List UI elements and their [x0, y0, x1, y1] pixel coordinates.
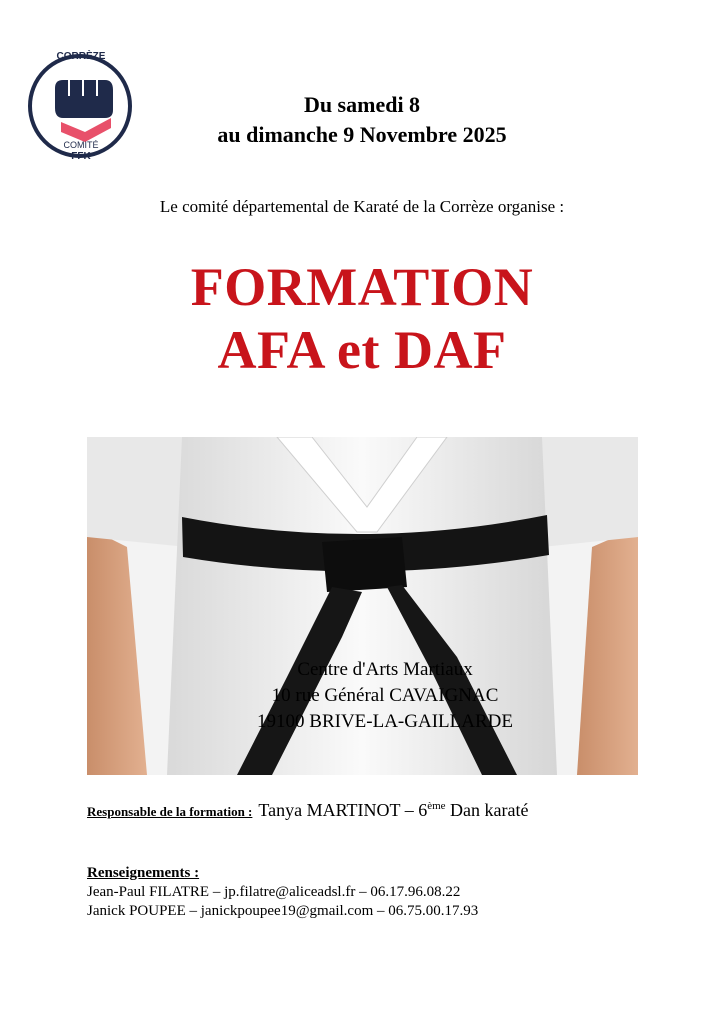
- contact-line: Janick POUPEE – janickpoupee19@gmail.com – 06.75.00.17.93: [87, 903, 479, 919]
- address-line-3: 19100 BRIVE-LA-GAILLARDE: [257, 711, 513, 732]
- dates-line-2: au dimanche 9 Novembre 2025: [217, 122, 507, 147]
- address-line-1: Centre d'Arts Martiaux: [297, 659, 473, 680]
- address-line-2: 10 rue Général CAVAIGNAC: [271, 685, 499, 706]
- dates-line-1: Du samedi 8: [303, 92, 421, 117]
- responsable-line: [87, 800, 528, 821]
- responsable-label: Responsable de la formation :: [87, 804, 253, 819]
- title-line-2: AFA et DAF: [217, 320, 507, 380]
- rank-suffix: ème: [427, 800, 446, 812]
- logo-bottom-text: COMITÉ: [63, 140, 99, 150]
- logo-org-text: FFK: [71, 151, 91, 162]
- event-dates: [150, 90, 574, 150]
- responsable-rank: Dan karaté: [445, 800, 529, 820]
- title-line-1: FORMATION: [190, 257, 534, 317]
- karate-belt-photo: [87, 437, 638, 775]
- ffk-logo: [25, 44, 135, 170]
- venue-address: [230, 657, 540, 735]
- responsable-name: Tanya MARTINOT – 6: [258, 800, 428, 820]
- contact-line: Jean-Paul FILATRE – jp.filatre@aliceadsl.fr – 06.17.96.08.22: [87, 884, 461, 900]
- contact-info: [87, 864, 478, 921]
- logo-top-text: CORRÈZE: [56, 51, 106, 62]
- intro-text: Le comité départemental de Karaté de la Corrèze organise :: [159, 197, 565, 216]
- page-title: [0, 256, 724, 382]
- info-heading: Renseignements :: [87, 865, 200, 881]
